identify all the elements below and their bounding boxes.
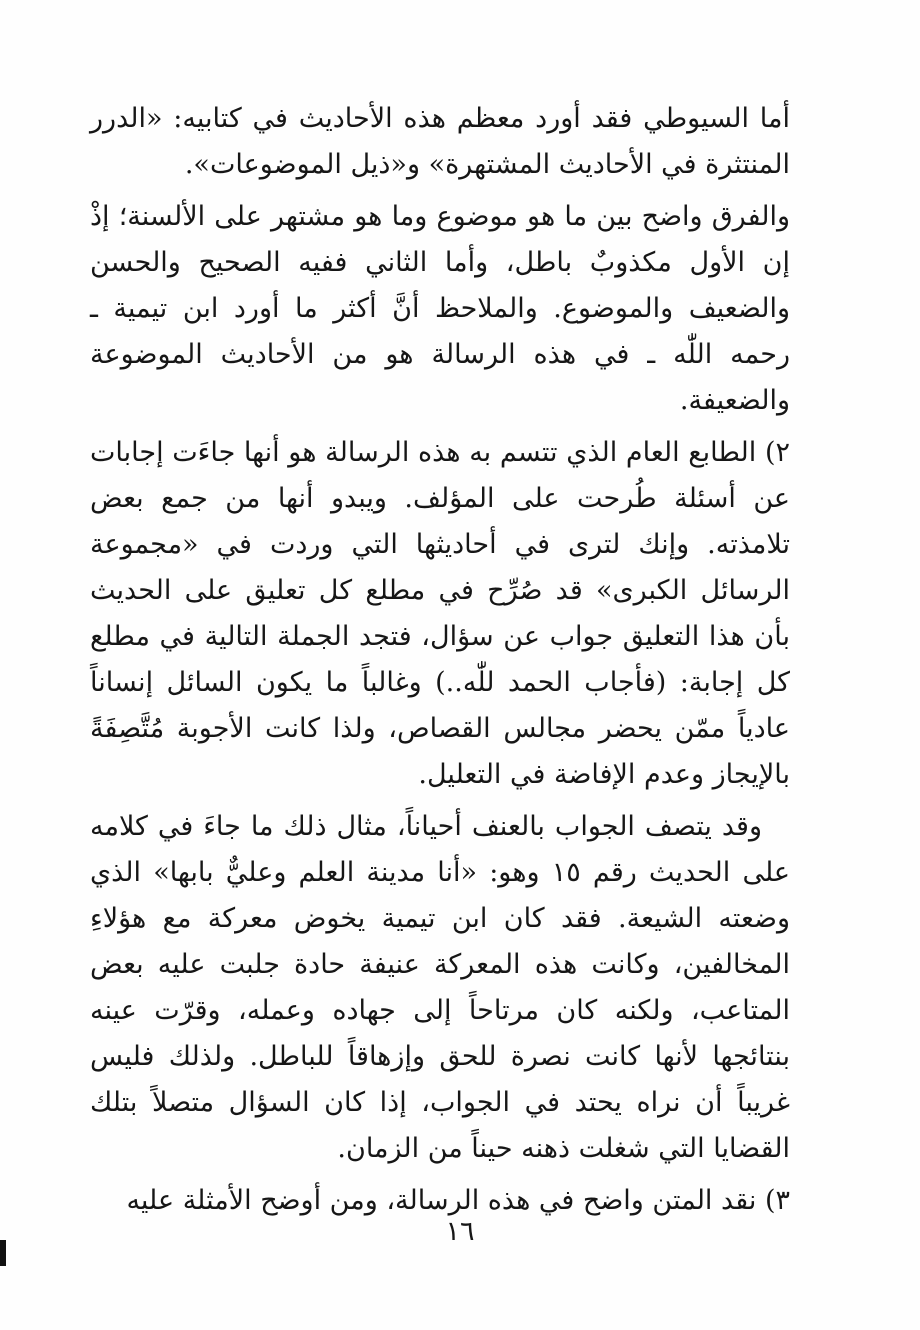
paragraph-harshness: وقد يتصف الجواب بالعنف أحياناً، مثال ذلك ما جاءَ في كلامه على الحديث رقم ١٥ وهو: «أنا مدينة العلم وعليٌّ بابها» الذي وضعته الشيعة. فقد كان ابن تيمية يخوض معركة مع هؤلاءِ المخالفين، وكانت هذه المعركة عنيفة حادة جلبت عليه بعض المتاعب، ولكنه كان مرتاحاً إلى جهاده وعمله، وقرّت عينه بنتائجها لأنها كانت نصرة للحق وإزهاقاً للباطل. ولذلك فليس غريباً أن نراه يحتد في الجواب، إذا كان السؤال متصلاً بتلك القضايا التي شغلت ذهنه حيناً من الزمان. (90, 811, 790, 1164)
paragraph-point-2: ٢) الطابع العام الذي تتسم به هذه الرسالة هو أنها جاءَت إجابات عن أسئلة طُرحت على المؤلف. ويبدو أنها من جمع بعض تلامذته. وإنك لترى في أحاديثها التي وردت في «مجموعة الرسائل الكبرى» قد صُرِّح في مطلع كل تعليق على الحديث بأن هذا التعليق جواب عن سؤال، فتجد الجملة التالية في مطلع كل إجابة: (فأجاب الحمد للّٰه..) وغالباً ما يكون السائل إنساناً عادياً ممّن يحضر مجالس القصاص، ولذا كانت الأجوبة مُتَّصِفَةً بالإيجاز وعدم الإفاضة في التعليل. (90, 437, 790, 790)
paragraph-suyuti: أما السيوطي فقد أورد معظم هذه الأحاديث في كتابيه: «الدرر المنتثرة في الأحاديث المشتهرة» و«ذيل الموضوعات». (90, 103, 790, 180)
paragraph-difference: والفرق واضح بين ما هو موضوع وما هو مشتهر على الألسنة؛ إذْ إن الأول مكذوبٌ باطل، وأما الثاني ففيه الصحيح والحسن والضعيف والموضوع. والملاحظ أنَّ أكثر ما أورد ابن تيمية ـ رحمه اللّٰه ـ في هذه الرسالة هو من الأحاديث الموضوعة والضعيفة. (90, 201, 790, 416)
paragraph-point-3: ٣) نقد المتن واضح في هذه الرسالة، ومن أوضح الأمثلة عليه (126, 1185, 790, 1216)
body-text (90, 96, 790, 1230)
scan-edge-mark (0, 1240, 6, 1266)
page-number: ١٦ (445, 1216, 475, 1247)
